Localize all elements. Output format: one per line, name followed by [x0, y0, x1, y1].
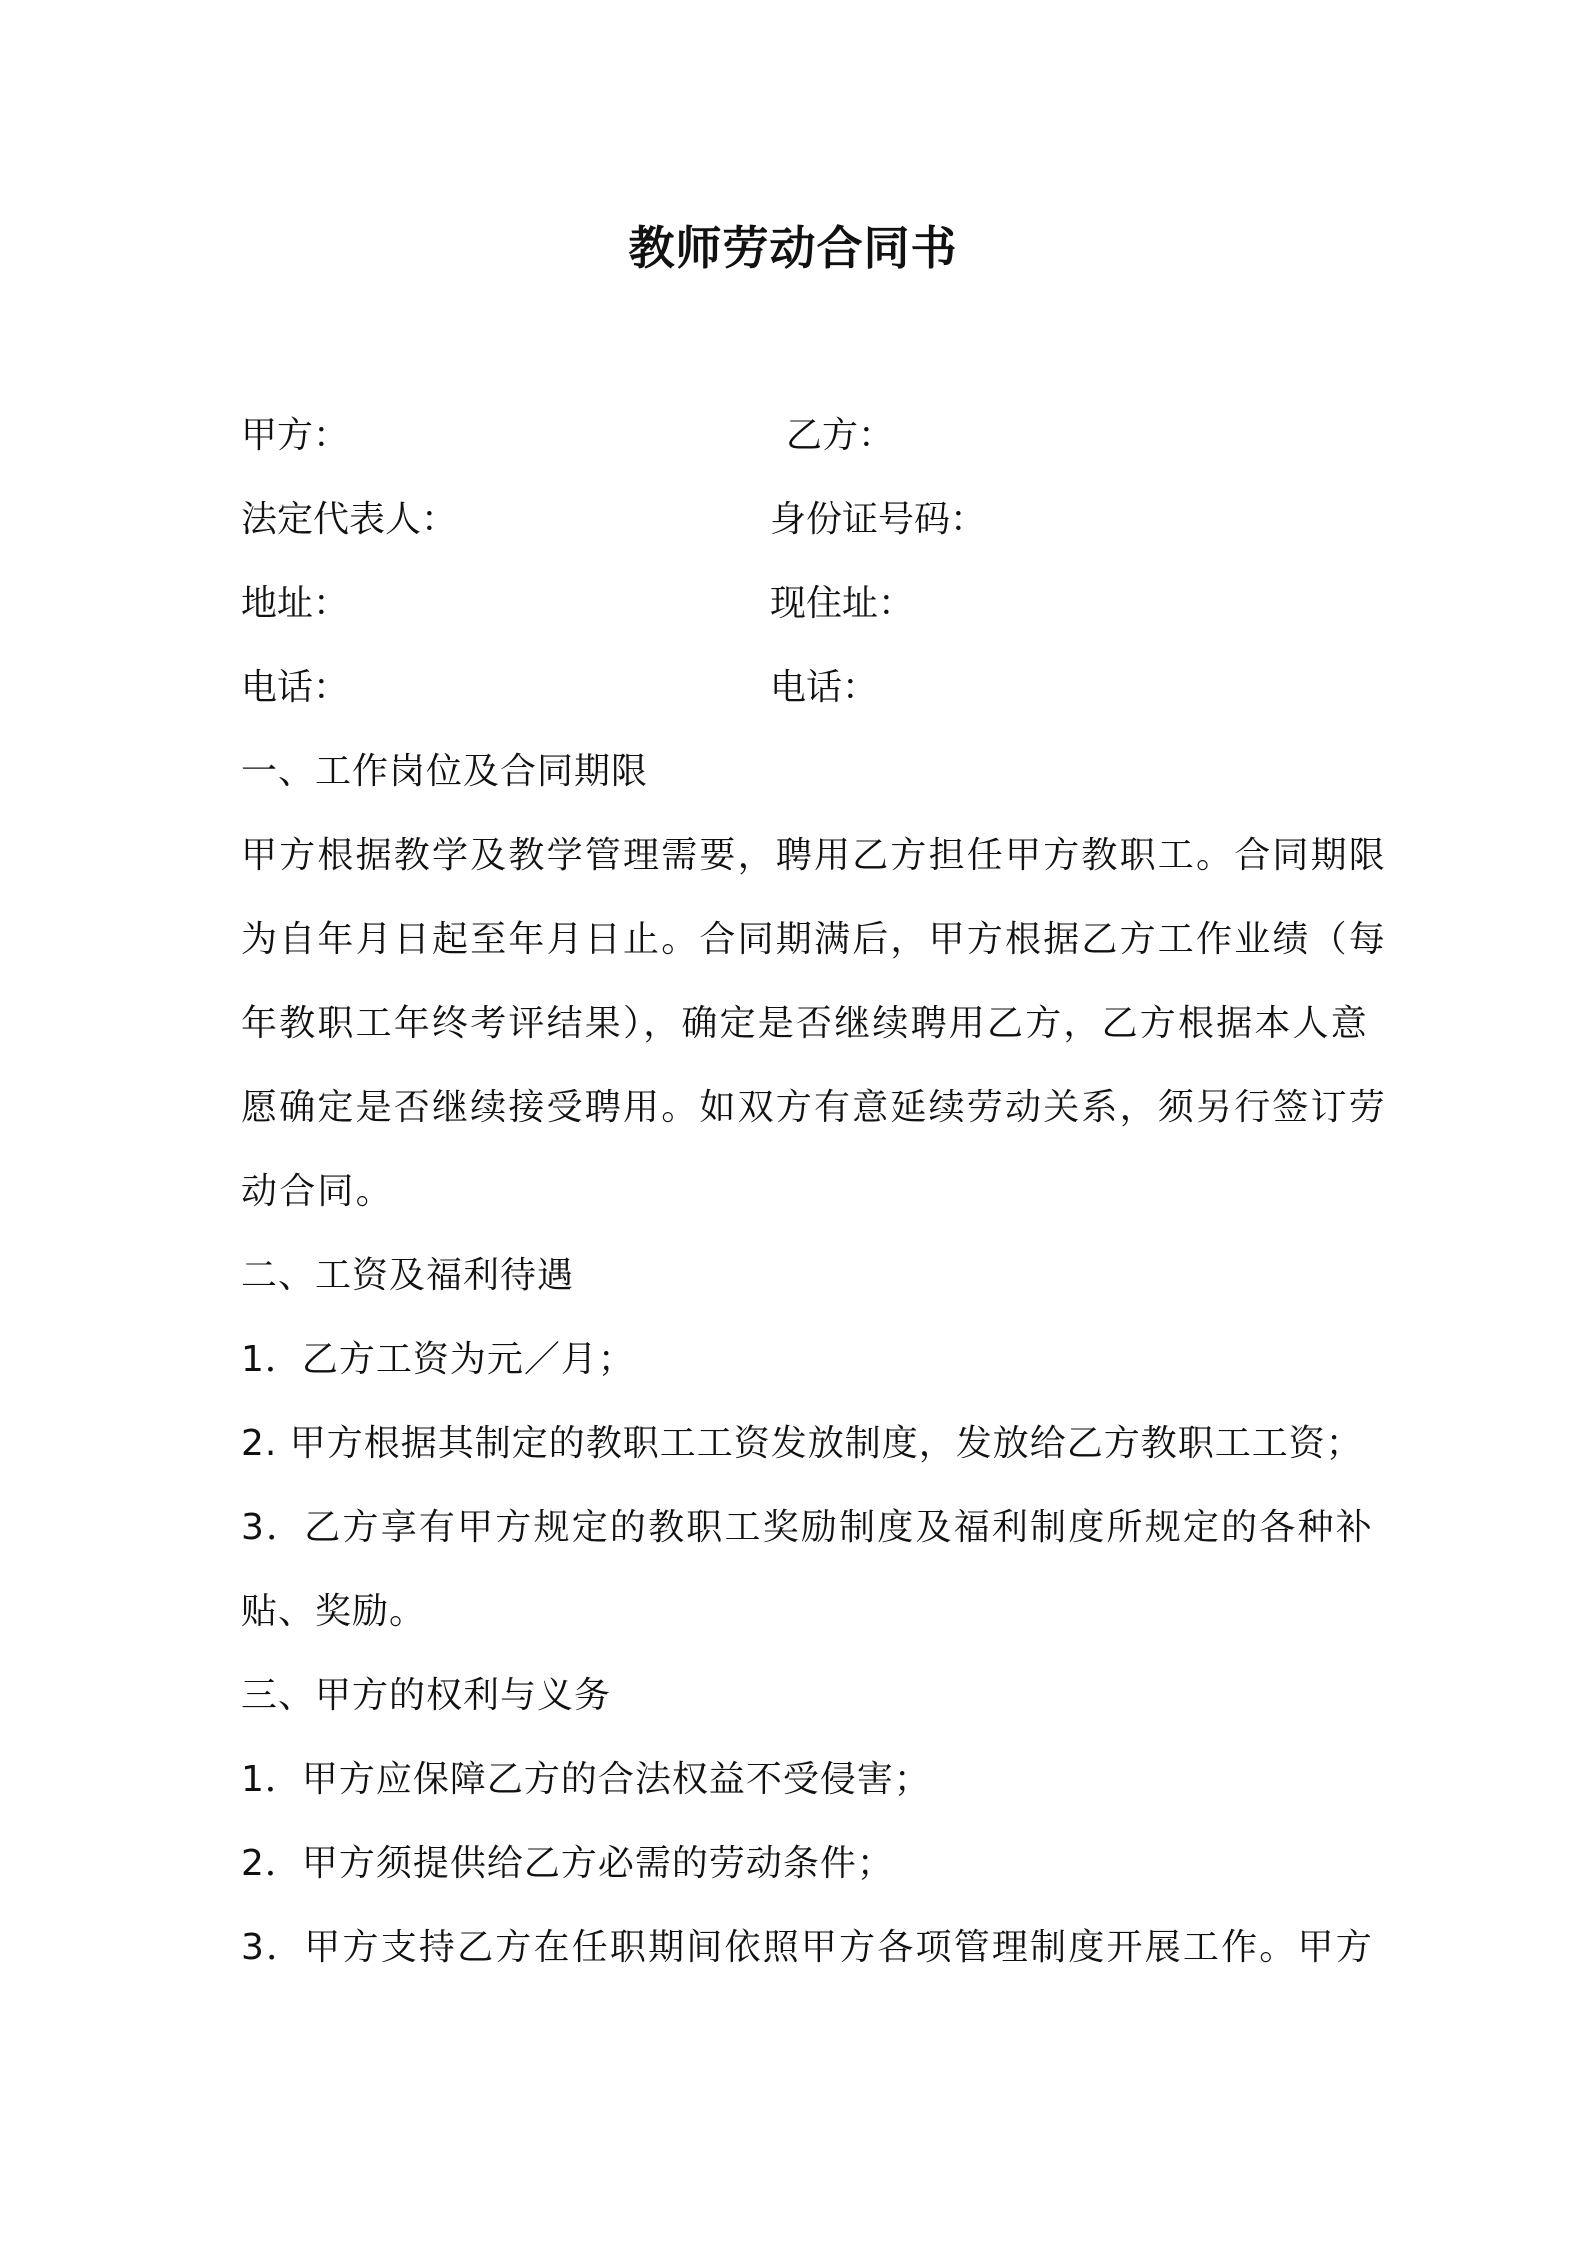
section-heading-salary: 二、工资及福利待遇 — [241, 1255, 575, 1296]
party-b-label: 乙方： — [786, 415, 895, 456]
list-item: 3．甲方支持乙方在任职期间依照甲方各项管理制度开展工作。甲方 — [241, 1927, 1374, 1968]
paragraph-line: 动合同。 — [241, 1171, 394, 1212]
party-b-address-label: 现住址： — [770, 583, 915, 624]
list-item-continuation: 贴、奖励。 — [241, 1591, 427, 1632]
paragraph-line: 愿确定是否继续接受聘用。如双方有意延续劳动关系，须另行签订劳 — [241, 1087, 1388, 1128]
party-b-phone-label: 电话： — [770, 667, 879, 708]
section-heading-job-term: 一、工作岗位及合同期限 — [241, 751, 649, 792]
paragraph-line: 甲方根据教学及教学管理需要，聘用乙方担任甲方教职工。合同期限 — [241, 835, 1388, 876]
list-item: 3．乙方享有甲方规定的教职工奖励制度及福利制度所规定的各种补 — [241, 1507, 1374, 1548]
id-number-label: 身份证号码： — [770, 499, 987, 540]
list-item: 1．甲方应保障乙方的合法权益不受侵害； — [241, 1759, 931, 1800]
party-a-phone-label: 电话： — [241, 667, 350, 708]
list-item: 2．甲方须提供给乙方必需的劳动条件； — [241, 1843, 894, 1884]
party-a-address-label: 地址： — [241, 583, 350, 624]
list-item: 2. 甲方根据其制定的教职工工资发放制度，发放给乙方教职工工资； — [241, 1423, 1363, 1464]
party-a-label: 甲方： — [241, 415, 350, 456]
list-item: 1．乙方工资为元／月； — [241, 1339, 635, 1380]
document-title: 教师劳动合同书 — [628, 221, 958, 275]
paragraph-line: 年教职工年终考评结果），确定是否继续聘用乙方，乙方根据本人意 — [241, 1003, 1370, 1044]
paragraph-line: 为自年月日起至年月日止。合同期满后，甲方根据乙方工作业绩（每 — [241, 919, 1388, 960]
legal-representative-label: 法定代表人： — [241, 499, 458, 540]
section-heading-party-a-rights: 三、甲方的权利与义务 — [241, 1675, 612, 1716]
